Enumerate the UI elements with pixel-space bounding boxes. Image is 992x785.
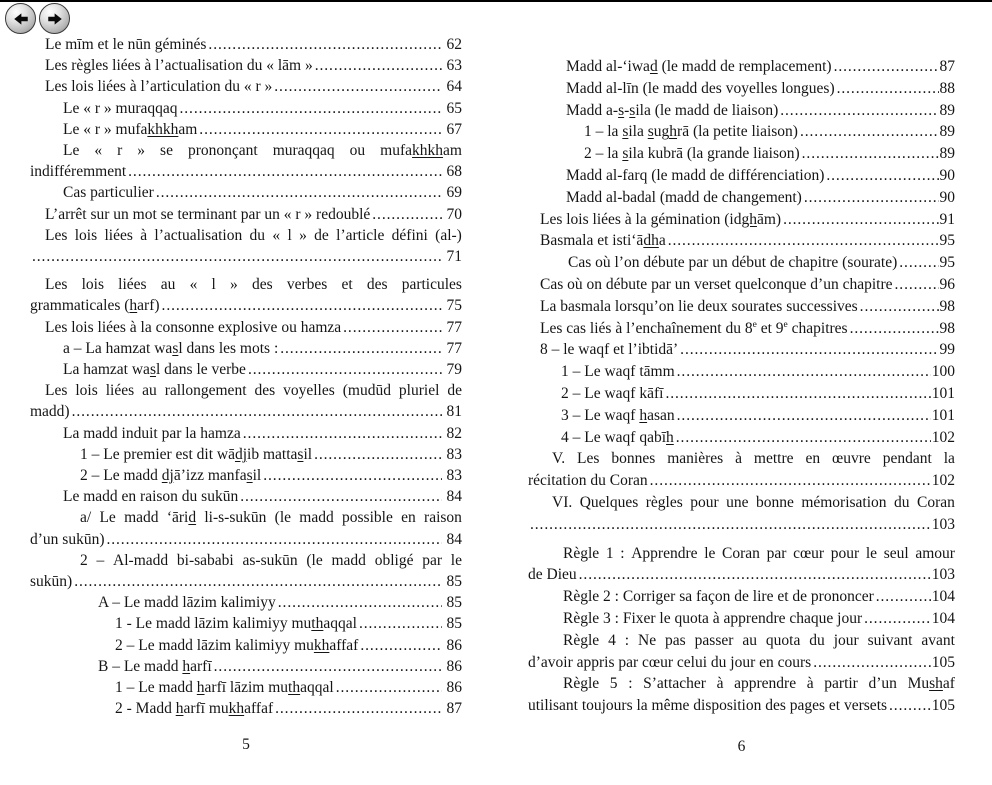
toc-entry-leader-line xyxy=(528,252,955,274)
toc-target-page-number: 67 xyxy=(446,120,462,138)
toc-page-right xyxy=(528,56,955,717)
dot-leader xyxy=(802,187,939,209)
toc-entry-leader-line xyxy=(528,230,955,252)
toc-target-page-number: 90 xyxy=(939,188,955,206)
toc-entry-leader-line xyxy=(528,56,955,78)
toc-entry-label: madd) xyxy=(30,403,70,421)
dot-leader xyxy=(848,318,939,340)
toc-entry-leader-line xyxy=(30,613,462,634)
toc-entry-leader-line xyxy=(30,444,462,465)
toc-target-page-number: 95 xyxy=(939,254,955,272)
toc-target-page-number: 63 xyxy=(446,57,462,75)
dot-leader xyxy=(648,470,931,492)
toc-target-page-number: 64 xyxy=(446,78,462,96)
dot-leader xyxy=(278,338,441,359)
toc-entry-label: Le « r » mufakhkham xyxy=(63,120,198,138)
toc-entry-leader-line xyxy=(528,514,955,536)
toc-entry-label: Madd al-farq (le madd de différenciation) xyxy=(566,166,825,184)
toc-target-page-number: 103 xyxy=(931,515,955,533)
toc-entry-label: 1 - Le madd lāzim kalimiyy muthaqqal xyxy=(115,615,357,633)
toc-entry-label: utilisant toujours la même disposition des pages et versets xyxy=(528,697,888,715)
toc-entry-label: L’arrêt sur un mot se terminant par un « r » redoublé xyxy=(45,205,371,223)
dot-leader xyxy=(72,571,441,592)
dot-leader xyxy=(824,165,938,187)
toc-entry-leader-line xyxy=(528,608,955,630)
navigation-toolbar xyxy=(5,3,70,34)
toc-entry xyxy=(528,121,955,143)
toc-entry-label: A – Le madd lāzim kalimiyy xyxy=(98,594,276,612)
toc-entry xyxy=(30,34,462,55)
toc-entry xyxy=(528,165,955,187)
toc-target-page-number: 103 xyxy=(931,566,955,584)
toc-entry xyxy=(30,444,462,465)
toc-entry xyxy=(30,423,462,444)
toc-entry xyxy=(30,613,462,634)
toc-target-page-number: 105 xyxy=(931,653,955,671)
toc-entry xyxy=(528,405,955,427)
toc-entry-label: d’un sukūn) xyxy=(30,530,105,548)
toc-entry-label: La basmala lorsqu’on lie deux sourates successives xyxy=(540,297,858,315)
toc-entry-label: Règle 3 : Fixer le quota à apprendre chaque jour xyxy=(563,609,863,627)
toc-target-page-number: 84 xyxy=(446,488,462,506)
toc-entry-leader-line xyxy=(528,165,955,187)
toc-target-page-number: 65 xyxy=(446,99,462,117)
toc-target-page-number: 85 xyxy=(446,615,462,633)
toc-entry-label: Le madd en raison du sukūn xyxy=(63,488,239,506)
toc-entry xyxy=(528,339,955,361)
dot-leader xyxy=(246,359,442,380)
toc-entry-leader-line xyxy=(30,119,462,140)
toc-entry-label: Les cas liés à l’enchaînement du 8e et 9e chapitres xyxy=(540,319,848,337)
toc-entry xyxy=(30,465,462,486)
toc-target-page-number: 83 xyxy=(446,445,462,463)
toc-entry xyxy=(528,252,955,274)
dot-leader xyxy=(887,695,931,717)
toc-entry xyxy=(528,448,955,492)
toc-entry xyxy=(528,608,955,630)
toc-entry-label: d’avoir appris par cœur celui du jour en cours xyxy=(528,653,812,671)
toc-target-page-number: 101 xyxy=(931,384,955,402)
toc-entry xyxy=(528,274,955,296)
toc-entry-leader-line xyxy=(528,209,955,231)
toc-entry-leader-line xyxy=(528,296,955,318)
toc-entry xyxy=(30,274,462,316)
toc-entry-label: de Dieu xyxy=(528,566,577,584)
toc-target-page-number: 85 xyxy=(446,573,462,591)
toc-entry-leader-line xyxy=(30,34,462,55)
dot-leader xyxy=(528,514,931,536)
toc-entry-label: 2 – la sila kubrā (la grande liaison) xyxy=(584,145,800,163)
toc-entry-label: grammaticales (harf) xyxy=(30,297,160,315)
toc-entry xyxy=(528,586,955,608)
dot-leader xyxy=(197,119,441,140)
toc-entry-label: La hamzat wasl dans le verbe xyxy=(63,361,246,379)
dot-leader xyxy=(781,209,938,231)
toc-entry-leader-line xyxy=(528,361,955,383)
toc-entry-label: 3 – Le waqf hasan xyxy=(561,406,675,424)
dot-leader xyxy=(30,246,442,267)
toc-target-page-number: 77 xyxy=(446,318,462,336)
toc-target-page-number: 77 xyxy=(446,339,462,357)
toc-target-page-number: 98 xyxy=(939,297,955,315)
toc-entry-leader-line xyxy=(30,698,462,719)
dot-leader xyxy=(370,204,441,225)
toc-entry xyxy=(30,486,462,507)
dot-leader xyxy=(832,56,939,78)
toc-entry-label: Cas où on débute par un verset quelconque d’un chapitre xyxy=(540,275,893,293)
dot-leader xyxy=(897,252,938,274)
toc-entry-label: 2 – Le madd lāzim kalimiyy mukhaffaf xyxy=(115,636,359,654)
top-border-line xyxy=(0,0,992,2)
toc-entry-leader-line xyxy=(30,571,462,592)
toc-entry-leader-line xyxy=(528,564,955,586)
toc-entry xyxy=(30,656,462,677)
toc-entry xyxy=(30,698,462,719)
toc-target-page-number: 90 xyxy=(939,166,955,184)
toc-entry-text-line: V. Les bonnes manières à mettre en œuvre pendant la xyxy=(552,450,955,468)
toc-entry-leader-line xyxy=(30,98,462,119)
dot-leader xyxy=(577,564,931,586)
toc-entry xyxy=(30,119,462,140)
toc-entry-label: 1 – Le waqf tāmm xyxy=(561,363,675,381)
toc-entry-label: Madd al-badal (madd de changement) xyxy=(566,188,802,206)
dot-leader xyxy=(70,401,442,422)
toc-entry-leader-line xyxy=(30,55,462,76)
dot-leader xyxy=(154,182,442,203)
toc-target-page-number: 85 xyxy=(446,594,462,612)
page-number-left: 5 xyxy=(242,736,250,753)
dot-leader xyxy=(835,78,939,100)
toc-entry-leader-line xyxy=(30,295,462,316)
toc-target-page-number: 101 xyxy=(931,406,955,424)
toc-entry-leader-line xyxy=(30,161,462,182)
dot-leader xyxy=(206,34,441,55)
toc-entry xyxy=(30,338,462,359)
dot-leader xyxy=(312,444,441,465)
toc-entry xyxy=(30,140,462,182)
toc-entry-leader-line xyxy=(30,317,462,338)
toc-entry-label: a – La hamzat wasl dans les mots : xyxy=(63,339,279,357)
toc-target-page-number: 88 xyxy=(939,79,955,97)
toc-entry xyxy=(30,507,462,549)
toc-entry-label: Le mīm et le nūn géminés xyxy=(45,36,207,53)
toc-entry xyxy=(528,100,955,122)
toc-entry xyxy=(528,383,955,405)
toc-entry-leader-line xyxy=(528,100,955,122)
toc-entry-leader-line xyxy=(528,652,955,674)
dot-leader xyxy=(334,677,442,698)
toc-entry-label: Règle 2 : Corriger sa façon de lire et de prononcer xyxy=(563,588,874,606)
dot-leader xyxy=(674,427,931,449)
toc-target-page-number: 70 xyxy=(446,205,462,223)
toc-target-page-number: 104 xyxy=(931,588,955,606)
toc-entry-leader-line xyxy=(30,423,462,444)
toc-entry-leader-line xyxy=(30,635,462,656)
toc-entry-label: Le « r » muraqqaq xyxy=(63,99,178,117)
toc-target-page-number: 86 xyxy=(446,679,462,697)
toc-entry-leader-line xyxy=(30,592,462,613)
toc-target-page-number: 68 xyxy=(446,163,462,181)
toc-entry xyxy=(30,55,462,76)
toc-entry-text-line: 2 – Al-madd bi-sababi as-sukūn (le madd obligé par le xyxy=(80,551,462,569)
toc-entry xyxy=(30,204,462,225)
toc-entry xyxy=(30,225,462,267)
toc-entry-leader-line xyxy=(528,318,955,340)
toc-entry xyxy=(528,492,955,536)
toc-entry-text-line: a/ Le madd ‘ārid li-s-sukūn (le madd possible en raison xyxy=(80,509,462,527)
toc-entry-leader-line xyxy=(528,586,955,608)
toc-entry-label: 1 – Le premier est dit wādjib mattasil xyxy=(80,445,313,463)
dot-leader xyxy=(341,317,441,338)
nav-back-button[interactable] xyxy=(5,3,36,34)
dot-leader xyxy=(798,121,939,143)
toc-target-page-number: 86 xyxy=(446,636,462,654)
dot-leader xyxy=(126,161,441,182)
dot-leader xyxy=(893,274,939,296)
toc-entry-label: Les lois liées à l’articulation du « r » xyxy=(45,78,273,96)
toc-target-page-number: 86 xyxy=(446,657,462,675)
toc-entry-label: 2 – Le waqf kāfī xyxy=(561,384,664,402)
toc-entry-label: Cas particulier xyxy=(63,184,154,202)
toc-entry-leader-line xyxy=(528,695,955,717)
dot-leader xyxy=(276,592,442,613)
toc-entry-leader-line xyxy=(30,338,462,359)
toc-entry-leader-line xyxy=(30,359,462,380)
dot-leader xyxy=(675,405,931,427)
toc-entry xyxy=(528,543,955,587)
toc-entry-leader-line xyxy=(30,76,462,97)
toc-entry-text-line: Les lois liées au rallongement des voyelles (mudūd pluriel de xyxy=(45,382,462,400)
dot-leader xyxy=(238,486,441,507)
dot-leader xyxy=(160,295,442,316)
toc-entry-leader-line xyxy=(30,465,462,486)
toc-entry-leader-line xyxy=(528,78,955,100)
toc-target-page-number: 91 xyxy=(939,210,955,228)
toc-target-page-number: 81 xyxy=(446,403,462,421)
dot-leader xyxy=(874,586,931,608)
toc-entry xyxy=(528,78,955,100)
toc-entry xyxy=(528,143,955,165)
toc-target-page-number: 104 xyxy=(931,609,955,627)
toc-target-page-number: 84 xyxy=(446,530,462,548)
toc-entry-leader-line xyxy=(30,677,462,698)
dot-leader xyxy=(862,608,931,630)
arrow-right-icon xyxy=(46,10,64,28)
dot-leader xyxy=(858,296,939,318)
toc-entry-leader-line xyxy=(528,143,955,165)
toc-entry-label: Les lois liées à la consonne explosive ou hamza xyxy=(45,318,342,336)
dot-leader xyxy=(663,383,930,405)
toc-target-page-number: 105 xyxy=(931,697,955,715)
toc-entry-label: Madd al-‘iwad (le madd de remplacement) xyxy=(566,58,832,75)
dot-leader xyxy=(261,465,441,486)
dot-leader xyxy=(212,656,442,677)
toc-entry xyxy=(528,56,955,78)
toc-entry-label: 8 – le waqf et l’ibtidā’ xyxy=(540,341,679,359)
toc-entry-label: récitation du Coran xyxy=(528,472,648,490)
toc-target-page-number: 83 xyxy=(446,467,462,485)
toc-entry-text-line: Le « r » se prononçant muraqqaq ou mufakhkham xyxy=(63,142,462,160)
toc-entry-label: Madd a-s-sila (le madd de liaison) xyxy=(566,101,779,119)
dot-leader xyxy=(811,652,931,674)
toc-entry-label: Basmala et isti‘ādha xyxy=(540,232,666,250)
toc-entry-text-line: Les lois liées à l’actualisation du « l » de l’article défini (al-) xyxy=(45,226,462,244)
arrow-left-icon xyxy=(12,10,30,28)
toc-entry xyxy=(528,209,955,231)
dot-leader xyxy=(358,635,441,656)
toc-entry-leader-line xyxy=(528,405,955,427)
toc-target-page-number: 102 xyxy=(931,428,955,446)
dot-leader xyxy=(678,339,938,361)
toc-target-page-number: 87 xyxy=(939,58,955,75)
toc-entry-label: 1 – Le madd harfī lāzim muthaqqal xyxy=(115,679,334,697)
toc-entry-label: B – Le madd harfī xyxy=(98,657,212,675)
toc-entry xyxy=(30,635,462,656)
toc-entry-leader-line xyxy=(30,529,462,550)
toc-entry xyxy=(30,359,462,380)
toc-page-left xyxy=(30,34,462,720)
toc-target-page-number: 102 xyxy=(931,472,955,490)
toc-target-page-number: 99 xyxy=(939,341,955,359)
toc-entry-label: 2 - Madd harfī mukhaffaf xyxy=(115,700,274,718)
toc-entry-text-line: Règle 5 : S’attacher à apprendre à partir d’un Mushaf xyxy=(563,675,955,693)
dot-leader xyxy=(666,230,939,252)
toc-entry-label: 2 – Le madd djā’izz manfasil xyxy=(80,467,262,485)
toc-entry-label: indifféremment xyxy=(30,163,127,181)
dot-leader xyxy=(104,529,441,550)
toc-entry-leader-line xyxy=(528,383,955,405)
dot-leader xyxy=(241,423,442,444)
toc-target-page-number: 71 xyxy=(446,248,462,266)
toc-entry-label: La madd induit par la hamza xyxy=(63,424,241,442)
toc-entry-leader-line xyxy=(528,274,955,296)
toc-entry-label: Cas où l’on débute par un début de chapitre (sourate) xyxy=(568,254,898,272)
toc-entry-label: Les règles liées à l’actualisation du « lām » xyxy=(45,57,313,75)
toc-entry-label: 1 – la sila sughrā (la petite liaison) xyxy=(584,123,798,141)
toc-entry-leader-line xyxy=(528,187,955,209)
toc-entry xyxy=(30,550,462,592)
page-number-right: 6 xyxy=(737,738,746,755)
toc-entry-leader-line xyxy=(30,656,462,677)
toc-entry-leader-line xyxy=(528,427,955,449)
dot-leader xyxy=(800,143,939,165)
toc-entry xyxy=(528,630,955,674)
toc-target-page-number: 89 xyxy=(939,123,955,141)
toc-entry-leader-line xyxy=(528,470,955,492)
toc-target-page-number: 79 xyxy=(446,361,462,379)
toc-entry-text-line: Règle 1 : Apprendre le Coran par cœur pour le seul amour xyxy=(563,544,955,562)
toc-entry xyxy=(528,230,955,252)
toc-target-page-number: 87 xyxy=(446,700,462,718)
toc-entry-leader-line xyxy=(528,339,955,361)
dot-leader xyxy=(357,613,442,634)
toc-target-page-number: 98 xyxy=(939,319,955,337)
toc-entry-leader-line xyxy=(528,121,955,143)
toc-entry-leader-line xyxy=(30,246,462,267)
toc-entry-text-line: Les lois liées au « l » des verbes et des particules xyxy=(45,276,462,294)
toc-entry xyxy=(30,76,462,97)
toc-entry xyxy=(30,317,462,338)
toc-entry xyxy=(30,592,462,613)
toc-target-page-number: 75 xyxy=(446,297,462,315)
toc-entry xyxy=(528,427,955,449)
toc-target-page-number: 89 xyxy=(939,101,955,119)
dot-leader xyxy=(313,55,442,76)
toc-target-page-number: 82 xyxy=(446,424,462,442)
toc-target-page-number: 95 xyxy=(939,232,955,250)
dot-leader xyxy=(272,76,441,97)
toc-entry xyxy=(528,318,955,340)
toc-entry xyxy=(528,296,955,318)
toc-entry xyxy=(30,380,462,422)
dot-leader xyxy=(178,98,442,119)
toc-entry xyxy=(30,98,462,119)
toc-entry xyxy=(528,187,955,209)
toc-target-page-number: 100 xyxy=(931,363,955,381)
toc-entry xyxy=(30,677,462,698)
dot-leader xyxy=(273,698,441,719)
nav-forward-button[interactable] xyxy=(39,3,70,34)
toc-entry-leader-line xyxy=(30,486,462,507)
toc-target-page-number: 96 xyxy=(939,275,955,293)
toc-entry xyxy=(528,673,955,717)
toc-target-page-number: 62 xyxy=(446,36,462,53)
dot-leader xyxy=(778,100,938,122)
toc-entry-text-line: VI. Quelques règles pour une bonne mémorisation du Coran xyxy=(552,493,955,511)
toc-entry-label: Les lois liées à la gémination (idghām) xyxy=(540,210,782,228)
toc-entry xyxy=(30,182,462,203)
toc-entry-leader-line xyxy=(30,182,462,203)
toc-entry-label: sukūn) xyxy=(30,573,73,591)
toc-target-page-number: 89 xyxy=(939,145,955,163)
toc-entry-leader-line xyxy=(30,204,462,225)
toc-target-page-number: 69 xyxy=(446,184,462,202)
toc-entry xyxy=(528,361,955,383)
toc-entry-leader-line xyxy=(30,401,462,422)
toc-entry-label: Madd al-līn (le madd des voyelles longues) xyxy=(566,79,835,97)
toc-entry-label: 4 – Le waqf qabīh xyxy=(561,428,674,446)
dot-leader xyxy=(675,361,931,383)
toc-entry-text-line: Règle 4 : Ne pas passer au quota du jour suivant avant xyxy=(563,631,955,649)
